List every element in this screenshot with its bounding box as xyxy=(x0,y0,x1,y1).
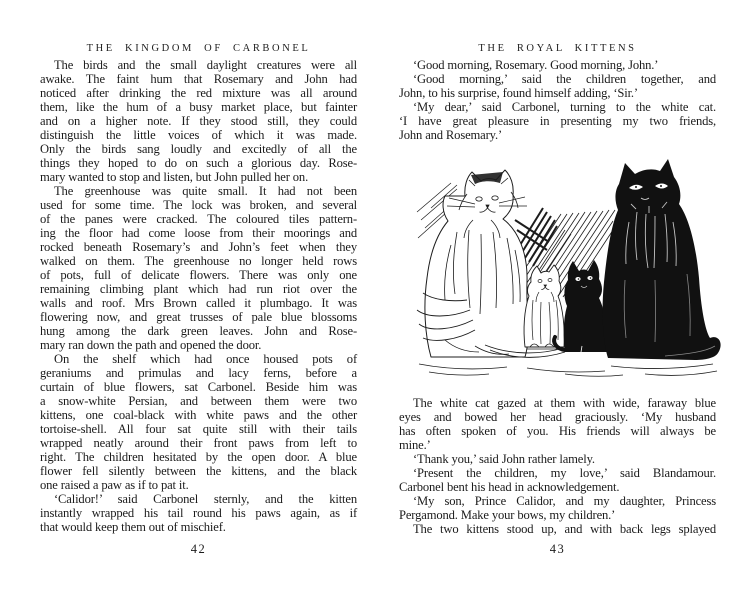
text-line: hung among the dark green leaves. John and Rose- xyxy=(40,324,357,338)
paragraph xyxy=(40,58,357,184)
text-line: noticed after drinking the red mixture was all around xyxy=(40,86,357,100)
left-running-header: THE KINGDOM OF CARBONEL xyxy=(86,43,311,54)
text-line: ‘I have great pleasure in presenting my two friends, xyxy=(399,114,716,128)
cats-illustration xyxy=(415,150,727,385)
text-line: ‘Good morning,’ said the children together, and xyxy=(413,72,716,86)
text-line: On the shelf which had once housed pots of xyxy=(54,352,357,366)
text-line: kittens, one coal-black with white paws and the other xyxy=(40,408,357,422)
text-line: flowering now, and great trusses of pale blue blossoms xyxy=(40,310,357,324)
ground-strokes xyxy=(419,364,717,376)
paragraph xyxy=(40,492,357,534)
paragraph xyxy=(399,72,716,100)
text-line: eyes and bowed her head graciously. ‘My husband xyxy=(399,410,716,424)
paragraph xyxy=(399,58,716,72)
text-line: The white cat gazed at them with wide, faraway blue xyxy=(413,396,716,410)
text-line: mary wanted to stop and listen, but John pulled her on. xyxy=(40,170,309,184)
text-line: right. The children hesitated by the open door. A blue xyxy=(40,450,357,464)
paragraph xyxy=(399,522,716,536)
right-page-text-bottom xyxy=(399,396,716,536)
text-line: of pots, full of delicate flowers. There was only one xyxy=(40,268,357,282)
text-line: has often spoken of you. His friends will always be xyxy=(399,424,716,438)
text-line: ing the floor had come loose from their moorings and xyxy=(40,226,357,240)
text-line: of the panes were cracked. The coloured tiles pattern- xyxy=(40,212,357,226)
text-line: walked on them. The greenhouse no longer held rows xyxy=(40,254,357,268)
text-line: ‘My dear,’ said Carbonel, turning to the white cat. xyxy=(413,100,716,114)
text-line: distinguish the little voices of which it was made. xyxy=(40,128,357,142)
text-line: Pergamond. Make your bows, my children.’ xyxy=(399,508,616,522)
left-page xyxy=(40,40,357,600)
paragraph xyxy=(40,184,357,352)
text-line: walls and roof. Mrs Brown called it plumbago. It was xyxy=(40,296,357,310)
text-line: ‘Good morning, Rosemary. Good morning, John.’ xyxy=(413,58,659,72)
right-page-number: 43 xyxy=(549,542,566,556)
text-line: curtain of blue flowers, sat Carbonel. Beside him was xyxy=(40,380,357,394)
text-line: remaining climbing plant which had run riot over the xyxy=(40,282,357,296)
text-line: awake. The faint hum that Rosemary and John had xyxy=(40,72,357,86)
text-line: John and Rosemary.’ xyxy=(399,128,503,142)
text-line: mary ran down the path and opened the door. xyxy=(40,338,262,352)
text-line: ‘My son, Prince Calidor, and my daughter, Princess xyxy=(413,494,716,508)
paragraph xyxy=(40,352,357,492)
text-line: ‘Calidor!’ said Carbonel sternly, and the kitten xyxy=(54,492,357,506)
black-cat-carbonel xyxy=(603,159,721,360)
text-line: them, like the hum of a busy market place, but fainter xyxy=(40,100,357,114)
text-line: The birds and the small daylight creatures were all xyxy=(54,58,357,72)
text-line: ‘Thank you,’ said John rather lamely. xyxy=(413,452,595,466)
text-line: instantly wrapped his tail round his paws again, as if xyxy=(40,506,357,520)
text-line: one raised a paw as if to pat it. xyxy=(40,478,189,492)
text-line: rocked beneath Rosemary’s and John’s feet when they xyxy=(40,240,357,254)
paragraph xyxy=(399,466,716,494)
cats-illustration-svg xyxy=(415,150,727,385)
text-line: geraniums and primulas and lacy ferns, before a xyxy=(40,366,357,380)
text-line: John, to his surprise, found himself adding, ‘Sir.’ xyxy=(399,86,638,100)
text-line: ‘Present the children, my love,’ said Blandamour. xyxy=(413,466,716,480)
right-page xyxy=(399,40,716,600)
text-line: and on a higher note. If they stood still, they could xyxy=(40,114,357,128)
text-line: Only the birds sang loudly and excitedly of all the xyxy=(40,142,357,156)
text-line: The two kittens stood up, and with back legs splayed xyxy=(413,522,716,536)
text-line: things they hoped to do on such a glorious day. Rose- xyxy=(40,156,357,170)
text-line: used for some time. The lock was broken, and several xyxy=(40,198,357,212)
left-page-text xyxy=(40,58,357,534)
text-line: The greenhouse was quite small. It had not been xyxy=(54,184,357,198)
text-line: wrapped neatly around their front paws from left to xyxy=(40,436,357,450)
right-page-text-top xyxy=(399,58,716,142)
paragraph xyxy=(399,452,716,466)
text-line: Carbonel bent his head in acknowledgement. xyxy=(399,480,620,494)
right-running-header: THE ROYAL KITTENS xyxy=(478,43,637,54)
text-line: a snow-white Persian, and between them were two xyxy=(40,394,357,408)
paragraph xyxy=(399,494,716,522)
text-line: mine.’ xyxy=(399,438,431,452)
paragraph xyxy=(399,396,716,452)
text-line: that would keep them out of mischief. xyxy=(40,520,226,534)
text-line: tortoise-shell. All four sat quite still with their tails xyxy=(40,422,357,436)
left-page-number: 42 xyxy=(190,542,207,556)
paragraph xyxy=(399,100,716,142)
text-line: flower fell silently between the kittens, and the black xyxy=(40,464,357,478)
